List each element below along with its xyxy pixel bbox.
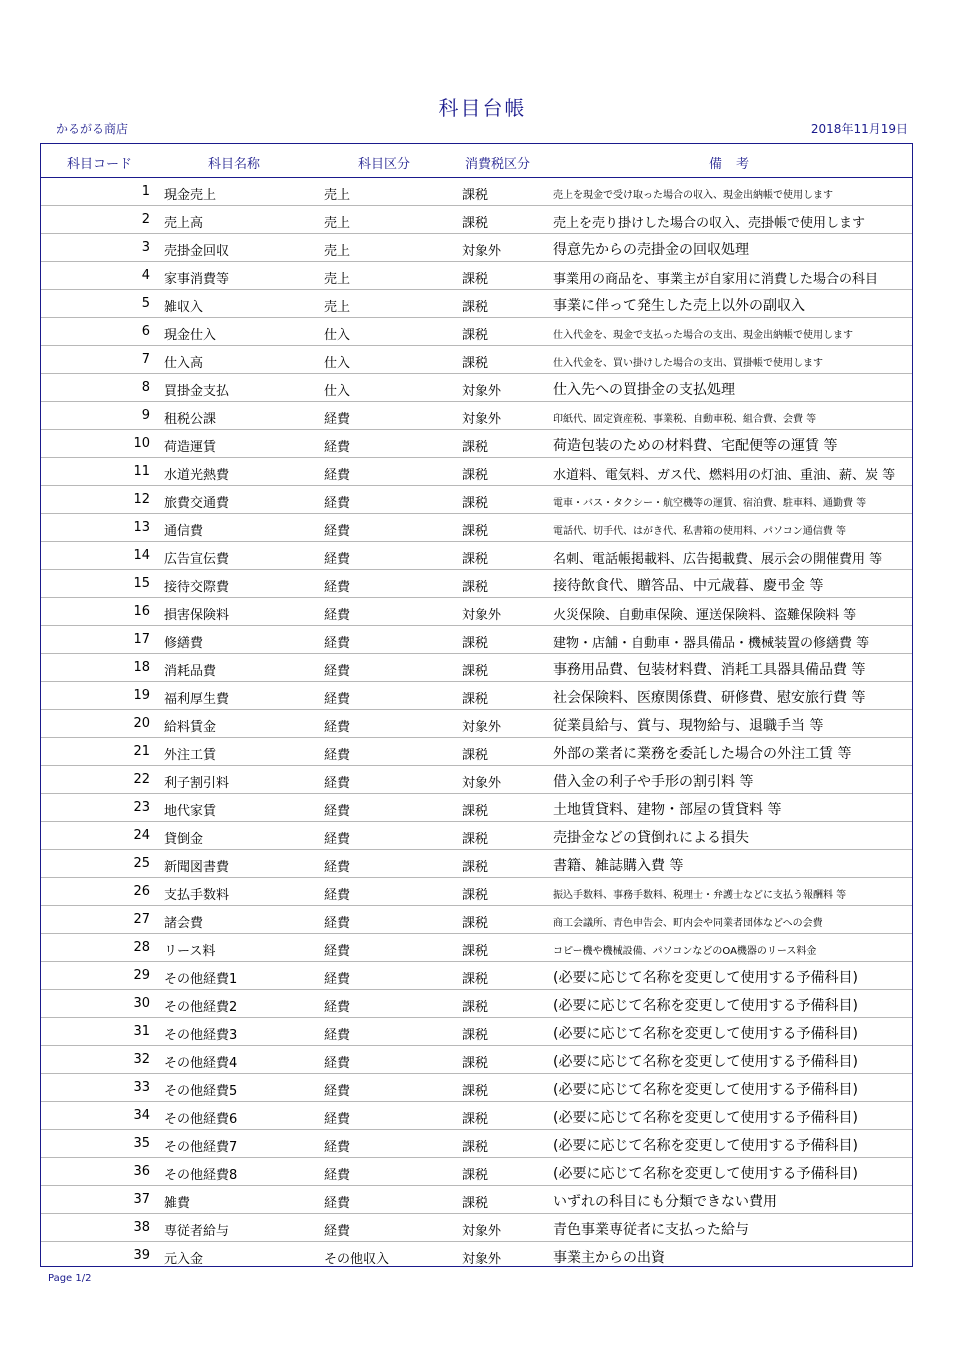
row-category: 経費	[324, 1140, 351, 1155]
row-note: (必要に応じて名称を変更して使用する予備科目)	[553, 1166, 858, 1182]
row-code: 18	[133, 660, 150, 675]
row-category: その他収入	[324, 1252, 390, 1267]
row-tax: 課税	[462, 972, 489, 987]
header-code: 科目コード	[67, 157, 133, 172]
table-row	[41, 542, 912, 570]
row-category: 経費	[324, 860, 351, 875]
row-category: 経費	[324, 1028, 351, 1043]
row-name: 外注工賃	[164, 748, 217, 763]
row-tax: 課税	[462, 1056, 489, 1071]
row-category: 経費	[324, 412, 351, 427]
table-row	[41, 990, 912, 1018]
row-name: 通信費	[164, 524, 204, 539]
row-note: 社会保険料、医療関係費、研修費、慰安旅行費 等	[553, 690, 866, 706]
row-note: 事業主からの出資	[553, 1250, 665, 1266]
row-tax: 課税	[462, 356, 489, 371]
table-row	[41, 794, 912, 822]
row-note: 売上を売り掛けした場合の収入、売掛帳で使用します	[553, 216, 866, 231]
row-name: 水道光熱費	[164, 468, 230, 483]
row-category: 売上	[324, 216, 351, 231]
row-code: 27	[133, 912, 150, 927]
row-code: 6	[141, 324, 150, 339]
row-name: その他経費6	[164, 1112, 238, 1127]
row-note: (必要に応じて名称を変更して使用する予備科目)	[553, 998, 858, 1014]
header-note: 備考	[709, 157, 764, 172]
row-note: 書籍、雑誌購入費 等	[553, 858, 684, 874]
table-row	[41, 318, 912, 346]
row-code: 20	[133, 716, 150, 731]
row-tax: 課税	[462, 692, 489, 707]
row-name: 雑費	[164, 1196, 191, 1211]
row-code: 37	[133, 1192, 150, 1207]
row-tax: 課税	[462, 748, 489, 763]
table-row	[41, 654, 912, 682]
row-code: 3	[141, 240, 150, 255]
row-code: 30	[133, 996, 150, 1011]
row-code: 31	[133, 1024, 150, 1039]
row-name: その他経費8	[164, 1168, 238, 1183]
row-code: 4	[141, 268, 150, 283]
row-note: 仕入代金を、買い掛けした場合の支出、買掛帳で使用します	[553, 358, 823, 369]
row-name: 旅費交通費	[164, 496, 230, 511]
row-tax: 課税	[462, 440, 489, 455]
row-note: 電車・バス・タクシー・航空機等の運賃、宿泊費、駐車料、通勤費 等	[553, 498, 867, 509]
table-row	[41, 290, 912, 318]
row-note: いずれの科目にも分類できない費用	[553, 1194, 777, 1210]
row-code: 9	[141, 408, 150, 423]
row-code: 21	[133, 744, 150, 759]
account-ledger-table	[40, 143, 913, 1267]
row-note: コピー機や機械設備、パソコンなどのOA機器のリース料金	[553, 946, 817, 957]
row-note: 仕入先への買掛金の支払処理	[553, 382, 735, 398]
row-tax: 課税	[462, 916, 489, 931]
row-tax: 対象外	[462, 384, 502, 399]
row-code: 19	[133, 688, 150, 703]
row-tax: 課税	[462, 328, 489, 343]
row-tax: 対象外	[462, 776, 502, 791]
row-tax: 課税	[462, 468, 489, 483]
row-code: 14	[133, 548, 150, 563]
row-category: 経費	[324, 944, 351, 959]
table-row	[41, 766, 912, 794]
row-category: 経費	[324, 776, 351, 791]
row-code: 13	[133, 520, 150, 535]
row-note: 土地賃貸料、建物・部屋の賃貸料 等	[553, 802, 782, 818]
table-header	[41, 144, 912, 178]
row-code: 17	[133, 632, 150, 647]
row-name: 元入金	[164, 1252, 204, 1267]
row-tax: 対象外	[462, 1224, 502, 1239]
row-category: 経費	[324, 1112, 351, 1127]
table-row	[41, 1046, 912, 1074]
row-note: 売上を現金で受け取った場合の収入、現金出納帳で使用します	[553, 190, 833, 201]
row-name: その他経費5	[164, 1084, 238, 1099]
row-tax: 課税	[462, 272, 489, 287]
row-category: 経費	[324, 1168, 351, 1183]
table-row	[41, 1130, 912, 1158]
row-code: 38	[133, 1220, 150, 1235]
header-category: 科目区分	[358, 157, 411, 172]
table-row	[41, 374, 912, 402]
row-note: (必要に応じて名称を変更して使用する予備科目)	[553, 970, 858, 986]
row-note: 建物・店舗・自動車・器具備品・機械装置の修繕費 等	[553, 636, 870, 651]
table-row	[41, 1242, 912, 1270]
row-name: その他経費2	[164, 1000, 238, 1015]
row-tax: 課税	[462, 496, 489, 511]
row-code: 12	[133, 492, 150, 507]
row-tax: 課税	[462, 636, 489, 651]
row-code: 32	[133, 1052, 150, 1067]
row-name: その他経費7	[164, 1140, 238, 1155]
row-name: 支払手数料	[164, 888, 230, 903]
row-note: 接待飲食代、贈答品、中元歳暮、慶弔金 等	[553, 578, 824, 594]
row-name: 現金仕入	[164, 328, 217, 343]
table-row	[41, 178, 912, 206]
row-note: 事業に伴って発生した売上以外の副収入	[553, 298, 805, 314]
row-name: 新聞図書費	[164, 860, 230, 875]
row-code: 35	[133, 1136, 150, 1151]
row-category: 経費	[324, 496, 351, 511]
row-tax: 課税	[462, 664, 489, 679]
row-name: 消耗品費	[164, 664, 217, 679]
table-row	[41, 234, 912, 262]
table-row	[41, 598, 912, 626]
row-note: 荷造包装のための材料費、宅配便等の運賃 等	[553, 438, 838, 454]
row-note: 名刺、電話帳掲載料、広告掲載費、展示会の開催費用 等	[553, 552, 883, 567]
table-row	[41, 262, 912, 290]
table-row	[41, 206, 912, 234]
row-category: 経費	[324, 972, 351, 987]
row-code: 36	[133, 1164, 150, 1179]
row-code: 10	[133, 436, 150, 451]
row-name: 地代家賃	[164, 804, 217, 819]
row-category: 経費	[324, 916, 351, 931]
row-name: 売上高	[164, 216, 204, 231]
row-name: 諸会費	[164, 916, 204, 931]
table-row	[41, 738, 912, 766]
row-tax: 課税	[462, 1028, 489, 1043]
header-name: 科目名称	[208, 157, 261, 172]
row-note: 売掛金などの貸倒れによる損失	[553, 830, 749, 846]
row-category: 経費	[324, 608, 351, 623]
row-tax: 課税	[462, 1140, 489, 1155]
row-name: 売掛金回収	[164, 244, 230, 259]
table-row	[41, 850, 912, 878]
row-note: 事務用品費、包装材料費、消耗工具器具備品費 等	[553, 662, 866, 678]
table-row	[41, 934, 912, 962]
row-category: 経費	[324, 468, 351, 483]
table-row	[41, 1102, 912, 1130]
table-body	[41, 178, 912, 1270]
row-category: 経費	[324, 748, 351, 763]
row-name: 利子割引料	[164, 776, 230, 791]
row-note: 印紙代、固定資産税、事業税、自動車税、組合費、会費 等	[553, 414, 817, 425]
row-note: 火災保険、自動車保険、運送保険料、盗難保険料 等	[553, 608, 857, 623]
row-category: 売上	[324, 272, 351, 287]
row-tax: 課税	[462, 944, 489, 959]
table-row	[41, 1158, 912, 1186]
row-category: 経費	[324, 1196, 351, 1211]
row-note: (必要に応じて名称を変更して使用する予備科目)	[553, 1110, 858, 1126]
row-code: 23	[133, 800, 150, 815]
page-number: Page 1/2	[48, 1273, 92, 1284]
table-row	[41, 1074, 912, 1102]
table-row	[41, 1214, 912, 1242]
shop-name: かるがる商店	[56, 122, 129, 136]
row-note: 借入金の利子や手形の割引料 等	[553, 774, 754, 790]
row-name: 雑収入	[164, 300, 204, 315]
row-category: 経費	[324, 720, 351, 735]
row-tax: 課税	[462, 832, 489, 847]
table-row	[41, 878, 912, 906]
row-name: 福利厚生費	[164, 692, 230, 707]
row-category: 売上	[324, 300, 351, 315]
row-code: 11	[133, 464, 150, 479]
row-tax: 課税	[462, 216, 489, 231]
table-row	[41, 486, 912, 514]
row-note: 事業用の商品を、事業主が自家用に消費した場合の科目	[553, 272, 879, 287]
row-note: (必要に応じて名称を変更して使用する予備科目)	[553, 1082, 858, 1098]
row-note: 従業員給与、賞与、現物給与、退職手当 等	[553, 718, 824, 734]
row-category: 経費	[324, 1224, 351, 1239]
row-category: 経費	[324, 524, 351, 539]
row-name: 仕入高	[164, 356, 204, 371]
row-note: 青色事業専従者に支払った給与	[553, 1222, 749, 1238]
row-name: 家事消費等	[164, 272, 230, 287]
row-code: 39	[133, 1248, 150, 1263]
row-note: (必要に応じて名称を変更して使用する予備科目)	[553, 1026, 858, 1042]
row-name: その他経費1	[164, 972, 238, 987]
row-tax: 対象外	[462, 720, 502, 735]
report-date: 2018年11月19日	[810, 122, 908, 136]
row-code: 22	[133, 772, 150, 787]
row-code: 29	[133, 968, 150, 983]
row-code: 15	[133, 576, 150, 591]
row-tax: 課税	[462, 580, 489, 595]
row-category: 仕入	[324, 384, 351, 399]
row-tax: 課税	[462, 552, 489, 567]
row-category: 経費	[324, 888, 351, 903]
row-name: 貸倒金	[164, 832, 204, 847]
row-category: 経費	[324, 804, 351, 819]
row-code: 5	[141, 296, 150, 311]
row-category: 売上	[324, 244, 351, 259]
row-category: 経費	[324, 552, 351, 567]
row-tax: 課税	[462, 1196, 489, 1211]
row-category: 経費	[324, 1084, 351, 1099]
row-tax: 対象外	[462, 412, 502, 427]
row-code: 25	[133, 856, 150, 871]
table-row	[41, 906, 912, 934]
row-name: 荷造運賃	[164, 440, 217, 455]
row-note: (必要に応じて名称を変更して使用する予備科目)	[553, 1054, 858, 1070]
row-tax: 対象外	[462, 244, 502, 259]
row-name: 修繕費	[164, 636, 204, 651]
row-name: その他経費4	[164, 1056, 238, 1071]
row-category: 仕入	[324, 328, 351, 343]
row-code: 24	[133, 828, 150, 843]
table-row	[41, 570, 912, 598]
row-code: 2	[141, 212, 150, 227]
header-tax: 消費税区分	[465, 157, 531, 172]
row-code: 8	[141, 380, 150, 395]
row-tax: 対象外	[462, 608, 502, 623]
row-name: 接待交際費	[164, 580, 230, 595]
row-category: 経費	[324, 580, 351, 595]
row-note: 外部の業者に業務を委託した場合の外注工賃 等	[553, 746, 852, 762]
row-name: リース料	[164, 944, 216, 959]
row-note: 水道料、電気料、ガス代、燃料用の灯油、重油、薪、炭 等	[553, 468, 896, 483]
table-row	[41, 346, 912, 374]
row-category: 経費	[324, 692, 351, 707]
row-tax: 課税	[462, 888, 489, 903]
table-row	[41, 682, 912, 710]
page-title: 科目台帳	[438, 96, 527, 120]
row-note: (必要に応じて名称を変更して使用する予備科目)	[553, 1138, 858, 1154]
row-note: 仕入代金を、現金で支払った場合の支出、現金出納帳で使用します	[553, 330, 853, 341]
table-row	[41, 710, 912, 738]
row-tax: 課税	[462, 1168, 489, 1183]
row-note: 得意先からの売掛金の回収処理	[553, 242, 749, 258]
row-note: 電話代、切手代、はがき代、私書箱の使用料、パソコン通信費 等	[553, 526, 846, 537]
row-code: 26	[133, 884, 150, 899]
row-code: 7	[141, 352, 150, 367]
row-name: 租税公課	[164, 412, 217, 427]
table-row	[41, 962, 912, 990]
row-note: 振込手数料、事務手数料、税理士・弁護士などに支払う報酬料 等	[553, 890, 847, 901]
row-tax: 課税	[462, 524, 489, 539]
row-name: 損害保険料	[164, 608, 230, 623]
row-code: 28	[133, 940, 150, 955]
row-tax: 課税	[462, 1000, 489, 1015]
table-row	[41, 402, 912, 430]
row-tax: 対象外	[462, 1252, 502, 1267]
row-tax: 課税	[462, 1112, 489, 1127]
row-note: 商工会議所、青色申告会、町内会や同業者団体などへの会費	[553, 918, 823, 929]
table-row	[41, 1186, 912, 1214]
row-name: 買掛金支払	[164, 384, 230, 399]
table-row	[41, 514, 912, 542]
row-category: 経費	[324, 664, 351, 679]
row-tax: 課税	[462, 300, 489, 315]
row-name: 現金売上	[164, 188, 217, 203]
row-category: 経費	[324, 1056, 351, 1071]
row-tax: 課税	[462, 860, 489, 875]
row-name: 専従者給与	[164, 1224, 230, 1239]
row-name: 給料賃金	[164, 720, 217, 735]
row-code: 1	[141, 184, 150, 199]
table-row	[41, 1018, 912, 1046]
row-category: 仕入	[324, 356, 351, 371]
row-code: 16	[133, 604, 150, 619]
row-code: 33	[133, 1080, 150, 1095]
row-category: 経費	[324, 636, 351, 651]
row-name: その他経費3	[164, 1028, 238, 1043]
table-row	[41, 430, 912, 458]
row-category: 経費	[324, 832, 351, 847]
row-category: 経費	[324, 440, 351, 455]
table-row	[41, 822, 912, 850]
row-category: 売上	[324, 188, 351, 203]
table-row	[41, 626, 912, 654]
row-tax: 課税	[462, 188, 489, 203]
row-name: 広告宣伝費	[164, 552, 230, 567]
row-code: 34	[133, 1108, 150, 1123]
table-row	[41, 458, 912, 486]
row-category: 経費	[324, 1000, 351, 1015]
row-tax: 課税	[462, 1084, 489, 1099]
row-tax: 課税	[462, 804, 489, 819]
